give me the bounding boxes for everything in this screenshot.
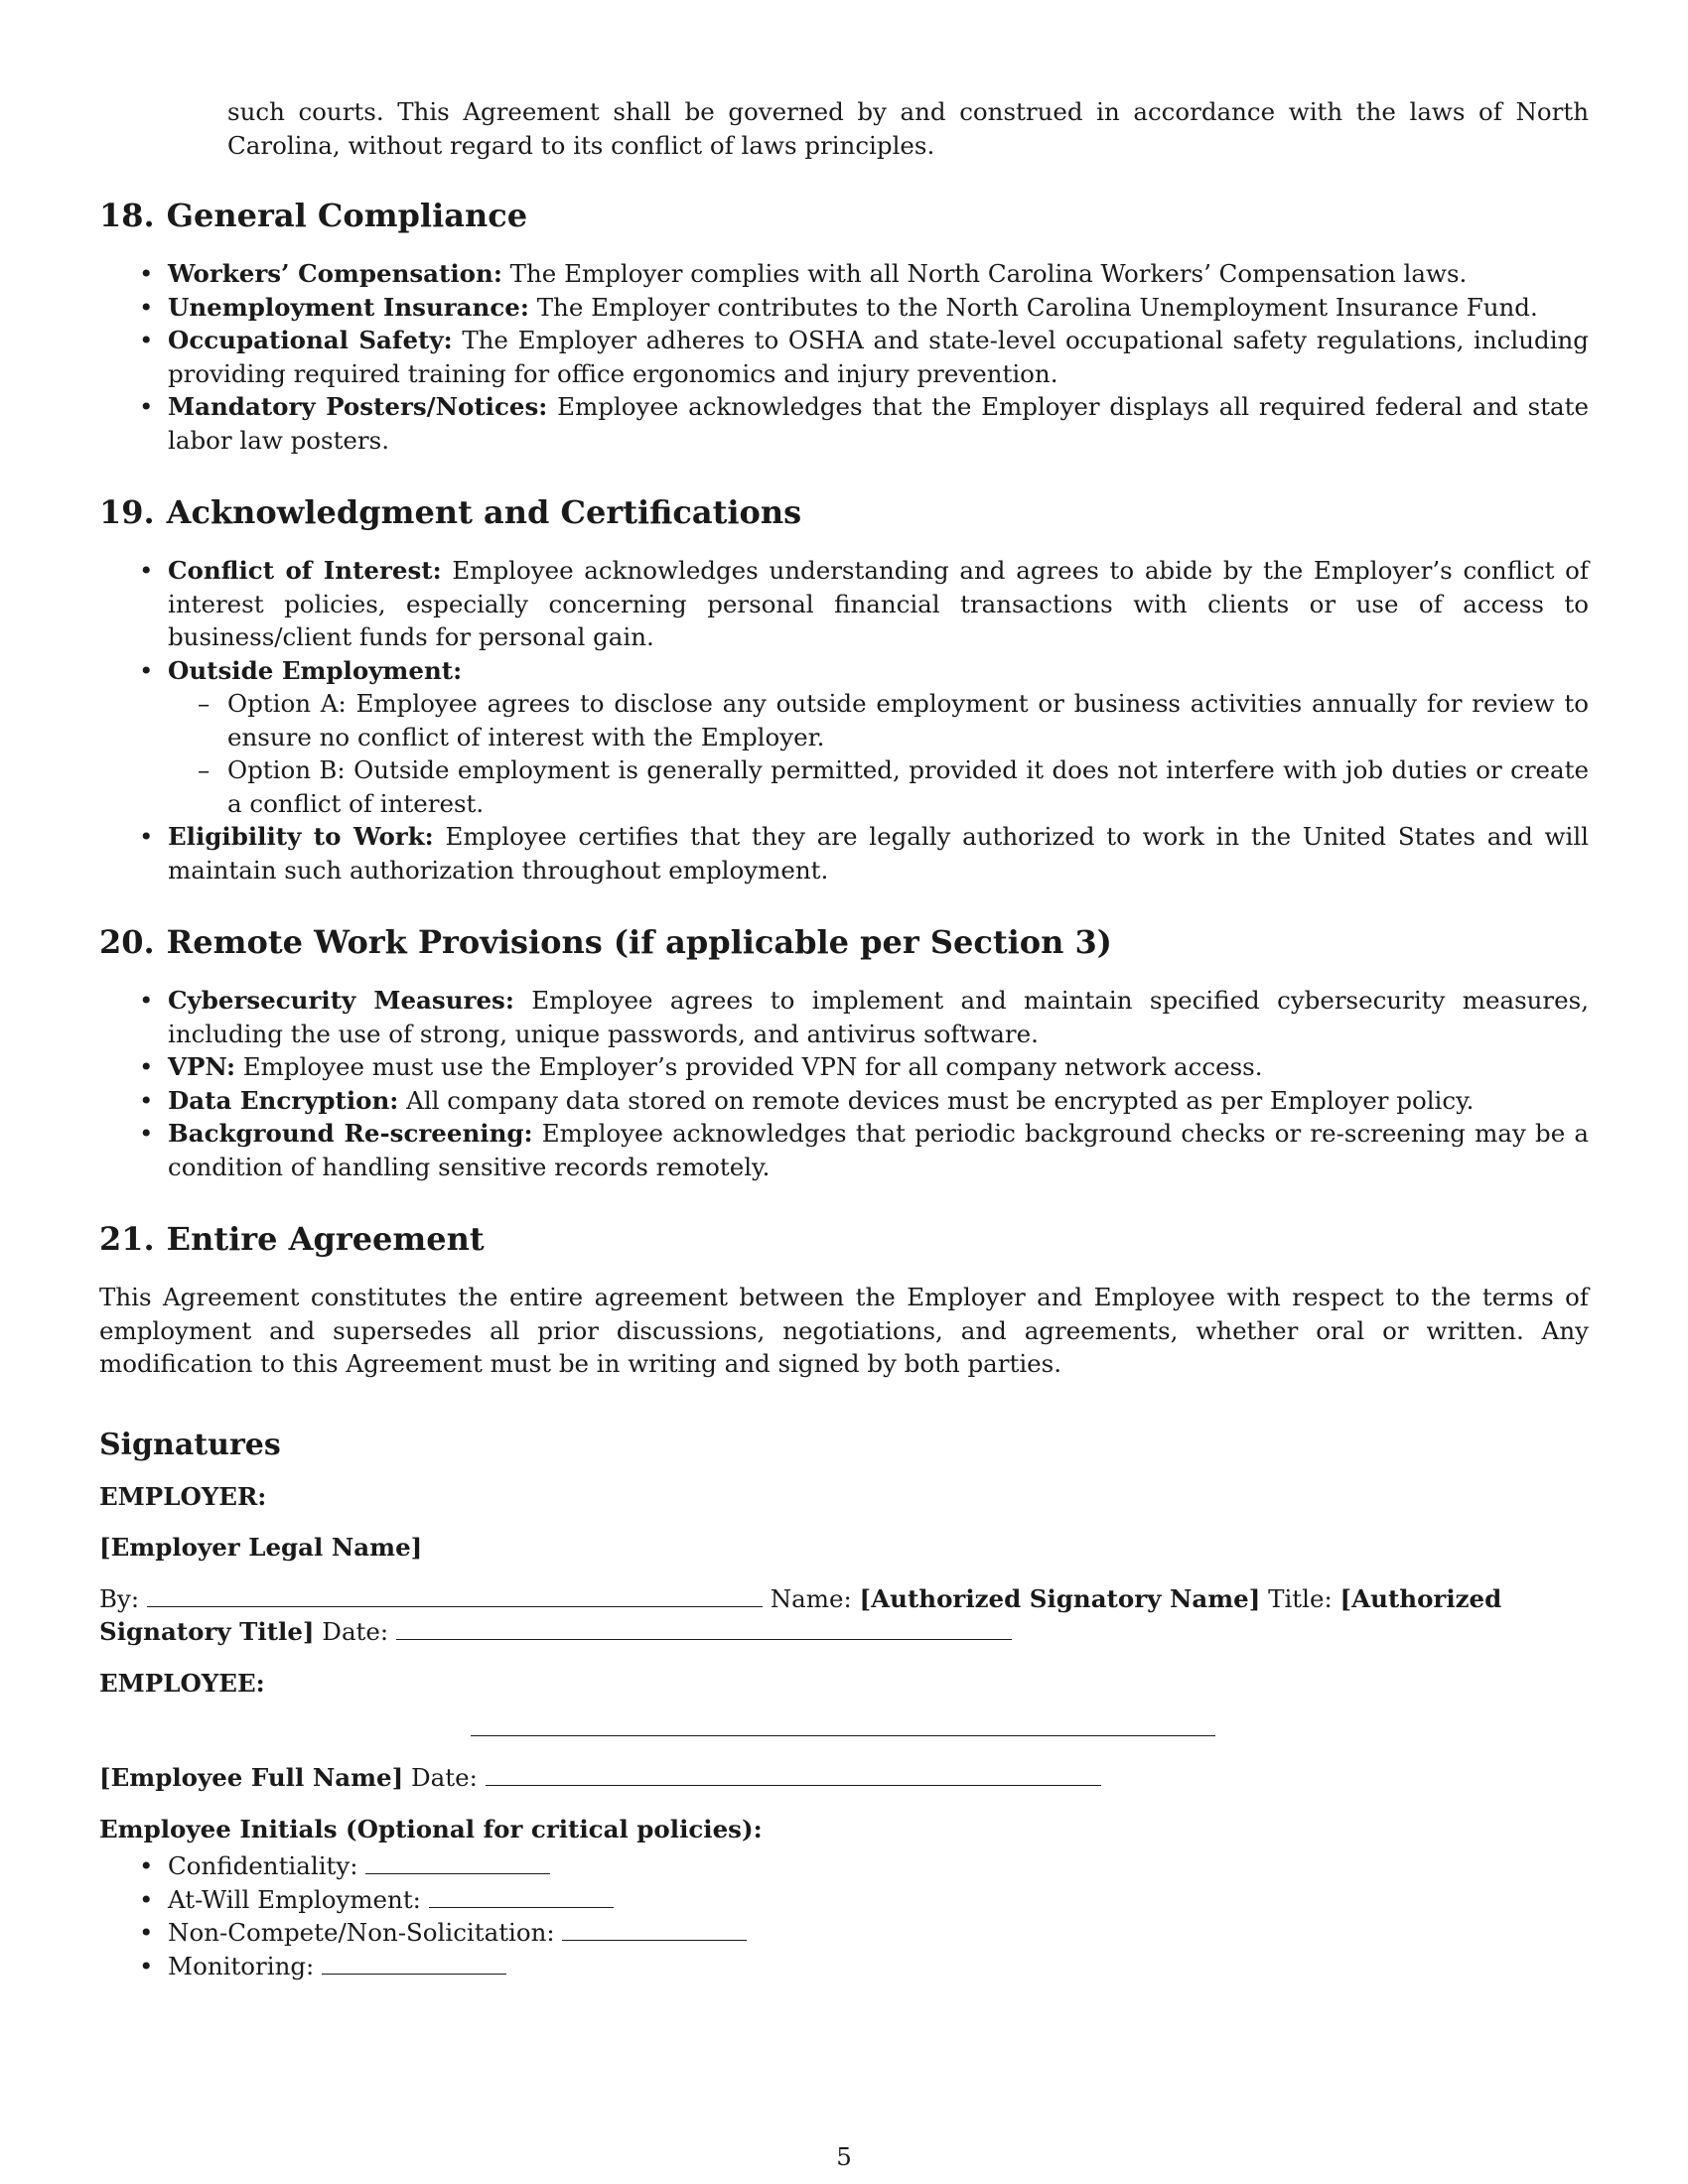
section-19-heading: 19. Acknowledgment and Certifications xyxy=(99,493,802,531)
page-number: 5 xyxy=(836,2142,852,2171)
employee-signature-line[interactable] xyxy=(471,1735,1215,1736)
employer-signature-line[interactable] xyxy=(147,1584,763,1607)
list-item: • Confidentiality: xyxy=(99,1849,1589,1883)
sub-list-item: – Option B: Outside employment is generally permitted, provided it does not interfere with job duties or create a conflict of interest. xyxy=(168,753,1589,820)
employee-label: EMPLOYEE: xyxy=(99,1668,265,1698)
list-item: • Workers’ Compensation: The Employer complies with all North Carolina Workers’ Compensation laws. xyxy=(99,257,1589,291)
initials-heading: Employee Initials (Optional for critical policies): xyxy=(99,1814,763,1843)
section-19-list xyxy=(99,554,1589,887)
list-item: • Occupational Safety: The Employer adheres to OSHA and state-level occupational safety regulations, including providing required training for office ergonomics and injury prevention. xyxy=(99,324,1589,390)
section-21-heading: 21. Entire Agreement xyxy=(99,1220,485,1258)
list-item: • VPN: Employee must use the Employer’s provided VPN for all company network access. xyxy=(99,1050,1589,1084)
list-item: • Mandatory Posters/Notices: Employee acknowledges that the Employer displays all required federal and state labor law posters. xyxy=(99,390,1589,457)
initials-line[interactable] xyxy=(365,1851,550,1874)
section-18-list xyxy=(99,257,1589,457)
employer-date-line[interactable] xyxy=(396,1617,1012,1640)
section-20-heading: 20. Remote Work Provisions (if applicable per Section 3) xyxy=(99,923,1112,961)
sub-list-item: – Option A: Employee agrees to disclose any outside employment or business activities annually for review to ensure no conflict of interest with the Employer. xyxy=(168,687,1589,753)
initials-line[interactable] xyxy=(322,1952,506,1975)
list-item: • Monitoring: xyxy=(99,1950,1589,1983)
employer-label: EMPLOYER: xyxy=(99,1481,267,1511)
list-item: • At-Will Employment: xyxy=(99,1883,1589,1917)
entire-agreement-paragraph: This Agreement constitutes the entire agreement between the Employer and Employee with respect to the terms of employment and supersedes all prior discussions, negotiations, and agreements, whether oral or written. Any modification to this Agreement must be in writing and signed by both parties. xyxy=(99,1283,1589,1378)
list-item: • Unemployment Insurance: The Employer contributes to the North Carolina Unemployment Insurance Fund. xyxy=(99,291,1589,325)
list-item: • Eligibility to Work: Employee certifies that they are legally authorized to work in the United States and will maintain such authorization throughout employment. xyxy=(99,820,1589,887)
initials-line[interactable] xyxy=(562,1918,747,1941)
outside-employment-options xyxy=(168,687,1589,820)
list-item: • Non-Compete/Non-Solicitation: xyxy=(99,1916,1589,1950)
list-item: • Outside Employment: – Option A: Employee agrees to disclose any outside employment or business activities annually for review to ensure no conflict of interest with the Employer. – Option B: Outside employment is generally permitted, provided it does not interfere with job duties or create a conflict of interest. xyxy=(99,654,1589,821)
employee-signature-row xyxy=(99,1717,1589,1761)
list-item: • Conflict of Interest: Employee acknowledges understanding and agrees to abide by the Employer’s conflict of interest policies, especially concerning personal financial transactions with clients or use of access to business/client funds for personal gain. xyxy=(99,554,1589,654)
employer-name: [Employer Legal Name] xyxy=(99,1533,423,1562)
list-item: • Background Re-screening: Employee acknowledges that periodic background checks or re-screening may be a condition of handling sensitive records remotely. xyxy=(99,1117,1589,1183)
list-item: • Cybersecurity Measures: Employee agrees to implement and maintain specified cybersecurity measures, including the use of strong, unique passwords, and antivirus software. xyxy=(99,984,1589,1050)
initials-line[interactable] xyxy=(429,1885,614,1908)
section-20-list xyxy=(99,984,1589,1183)
employer-signature-block: By: Name: [Authorized Signatory Name] Title: [Authorized Signatory Title] Date: xyxy=(99,1583,1502,1646)
intro-paragraph: such courts. This Agreement shall be governed by and construed in accordance with the laws of North Carolina, without regard to its conflict of laws principles. xyxy=(227,97,1589,160)
list-item: • Data Encryption: All company data stored on remote devices must be encrypted as per Employer policy. xyxy=(99,1084,1589,1118)
employee-date-line[interactable] xyxy=(486,1763,1101,1786)
document-page xyxy=(99,95,1589,2018)
section-18-heading: 18. General Compliance xyxy=(99,197,528,234)
signatures-heading: Signatures xyxy=(99,1427,281,1462)
initials-list xyxy=(99,1849,1589,1982)
employee-name-block: [Employee Full Name] Date: xyxy=(99,1761,1589,1795)
